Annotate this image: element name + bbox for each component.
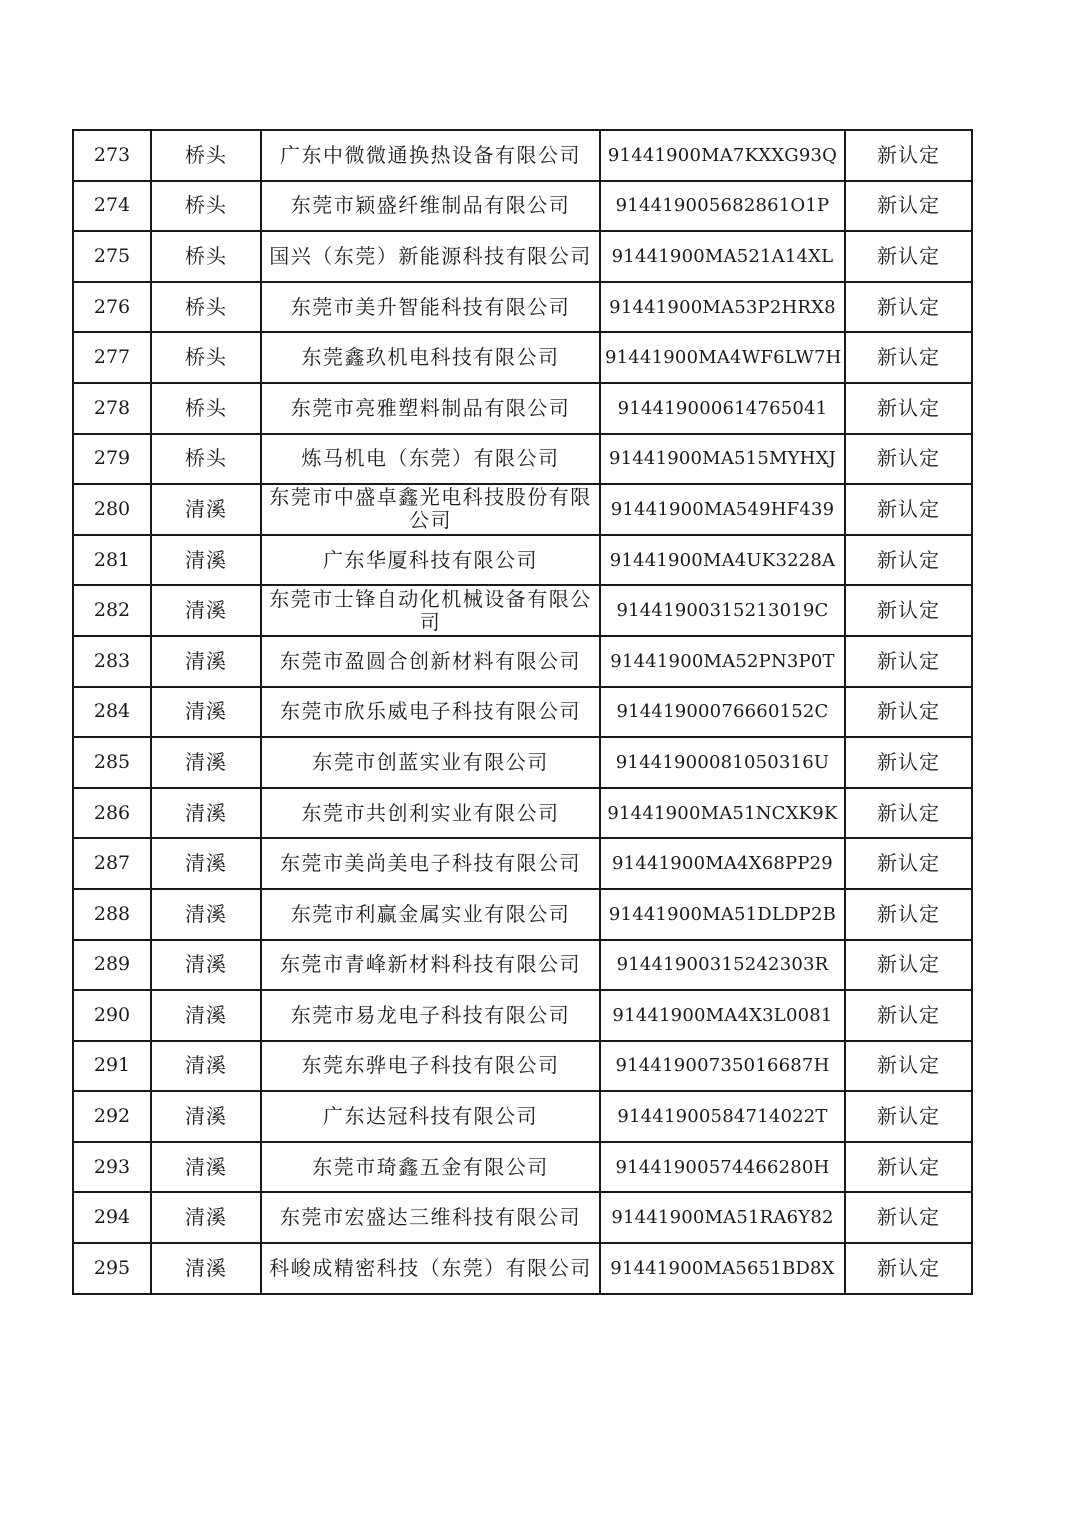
table-row <box>73 1142 972 1193</box>
table-row <box>73 737 972 788</box>
table-row <box>73 383 972 434</box>
status-cell: 新认定 <box>845 282 972 333</box>
table-row <box>73 687 972 738</box>
row-number-cell: 283 <box>73 636 151 687</box>
credit-code-cell: 91441900MA4UK3228A <box>600 535 845 586</box>
company-name-cell: 东莞市青峰新材料科技有限公司 <box>261 940 600 991</box>
row-number-cell: 289 <box>73 940 151 991</box>
company-name-cell: 科峻成精密科技（东莞）有限公司 <box>261 1243 600 1294</box>
row-number-cell: 292 <box>73 1091 151 1142</box>
credit-code-cell: 91441900MA521A14XL <box>600 231 845 282</box>
table-row <box>73 130 972 181</box>
table-row <box>73 484 972 535</box>
credit-code-cell: 91441900584714022T <box>600 1091 845 1142</box>
credit-code-cell: 914419005682861O1P <box>600 181 845 232</box>
status-cell: 新认定 <box>845 434 972 485</box>
town-cell: 清溪 <box>151 1041 261 1092</box>
status-cell: 新认定 <box>845 130 972 181</box>
row-number-cell: 275 <box>73 231 151 282</box>
town-cell: 清溪 <box>151 1243 261 1294</box>
status-cell: 新认定 <box>845 737 972 788</box>
town-cell: 清溪 <box>151 788 261 839</box>
row-number-cell: 293 <box>73 1142 151 1193</box>
status-cell: 新认定 <box>845 535 972 586</box>
status-cell: 新认定 <box>845 940 972 991</box>
town-cell: 清溪 <box>151 1192 261 1243</box>
company-name-cell: 东莞市中盛卓鑫光电科技股份有限公司 <box>261 484 600 535</box>
credit-code-cell: 91441900MA5651BD8X <box>600 1243 845 1294</box>
table-row <box>73 282 972 333</box>
status-cell: 新认定 <box>845 636 972 687</box>
credit-code-cell: 91441900MA51NCXK9K <box>600 788 845 839</box>
status-cell: 新认定 <box>845 1091 972 1142</box>
row-number-cell: 277 <box>73 332 151 383</box>
table-row <box>73 1192 972 1243</box>
town-cell: 清溪 <box>151 484 261 535</box>
company-name-cell: 东莞市宏盛达三维科技有限公司 <box>261 1192 600 1243</box>
table-body <box>73 130 972 1294</box>
status-cell: 新认定 <box>845 990 972 1041</box>
town-cell: 桥头 <box>151 282 261 333</box>
town-cell: 桥头 <box>151 383 261 434</box>
table-row <box>73 585 972 636</box>
credit-code-cell: 91441900MA4WF6LW7H <box>600 332 845 383</box>
row-number-cell: 291 <box>73 1041 151 1092</box>
credit-code-cell: 91441900MA515MYHXJ <box>600 434 845 485</box>
credit-code-cell: 914419000614765041 <box>600 383 845 434</box>
status-cell: 新认定 <box>845 687 972 738</box>
company-name-cell: 东莞市美尚美电子科技有限公司 <box>261 838 600 889</box>
row-number-cell: 273 <box>73 130 151 181</box>
row-number-cell: 287 <box>73 838 151 889</box>
table-row <box>73 181 972 232</box>
row-number-cell: 286 <box>73 788 151 839</box>
status-cell: 新认定 <box>845 1041 972 1092</box>
town-cell: 清溪 <box>151 687 261 738</box>
credit-code-cell: 91441900081050316U <box>600 737 845 788</box>
town-cell: 清溪 <box>151 889 261 940</box>
row-number-cell: 280 <box>73 484 151 535</box>
company-name-cell: 东莞市琦鑫五金有限公司 <box>261 1142 600 1193</box>
row-number-cell: 288 <box>73 889 151 940</box>
town-cell: 清溪 <box>151 585 261 636</box>
town-cell: 清溪 <box>151 535 261 586</box>
town-cell: 清溪 <box>151 1091 261 1142</box>
credit-code-cell: 91441900735016687H <box>600 1041 845 1092</box>
company-name-cell: 东莞市亮雅塑料制品有限公司 <box>261 383 600 434</box>
town-cell: 桥头 <box>151 181 261 232</box>
row-number-cell: 276 <box>73 282 151 333</box>
credit-code-cell: 91441900MA51DLDP2B <box>600 889 845 940</box>
company-name-cell: 东莞东骅电子科技有限公司 <box>261 1041 600 1092</box>
status-cell: 新认定 <box>845 1192 972 1243</box>
table-row <box>73 231 972 282</box>
row-number-cell: 282 <box>73 585 151 636</box>
table-row <box>73 990 972 1041</box>
company-name-cell: 炼马机电（东莞）有限公司 <box>261 434 600 485</box>
credit-code-cell: 91441900MA4X68PP29 <box>600 838 845 889</box>
table-row <box>73 535 972 586</box>
row-number-cell: 294 <box>73 1192 151 1243</box>
status-cell: 新认定 <box>845 1142 972 1193</box>
table-row <box>73 636 972 687</box>
row-number-cell: 274 <box>73 181 151 232</box>
company-name-cell: 东莞市利赢金属实业有限公司 <box>261 889 600 940</box>
town-cell: 清溪 <box>151 1142 261 1193</box>
row-number-cell: 281 <box>73 535 151 586</box>
row-number-cell: 295 <box>73 1243 151 1294</box>
company-name-cell: 东莞市欣乐威电子科技有限公司 <box>261 687 600 738</box>
credit-code-cell: 91441900574466280H <box>600 1142 845 1193</box>
table-row <box>73 434 972 485</box>
town-cell: 桥头 <box>151 332 261 383</box>
credit-code-cell: 91441900MA549HF439 <box>600 484 845 535</box>
table-row <box>73 1041 972 1092</box>
enterprise-list-table <box>72 129 973 1295</box>
status-cell: 新认定 <box>845 1243 972 1294</box>
town-cell: 桥头 <box>151 231 261 282</box>
table-row <box>73 940 972 991</box>
town-cell: 清溪 <box>151 737 261 788</box>
status-cell: 新认定 <box>845 788 972 839</box>
table-row <box>73 332 972 383</box>
town-cell: 清溪 <box>151 990 261 1041</box>
credit-code-cell: 91441900MA51RA6Y82 <box>600 1192 845 1243</box>
status-cell: 新认定 <box>845 838 972 889</box>
status-cell: 新认定 <box>845 181 972 232</box>
town-cell: 清溪 <box>151 636 261 687</box>
row-number-cell: 279 <box>73 434 151 485</box>
credit-code-cell: 91441900MA52PN3P0T <box>600 636 845 687</box>
credit-code-cell: 91441900MA7KXXG93Q <box>600 130 845 181</box>
town-cell: 清溪 <box>151 940 261 991</box>
company-name-cell: 国兴（东莞）新能源科技有限公司 <box>261 231 600 282</box>
company-name-cell: 东莞市颖盛纤维制品有限公司 <box>261 181 600 232</box>
status-cell: 新认定 <box>845 332 972 383</box>
credit-code-cell: 91441900315242303R <box>600 940 845 991</box>
table-row <box>73 838 972 889</box>
table-row <box>73 1091 972 1142</box>
town-cell: 清溪 <box>151 838 261 889</box>
table-row <box>73 889 972 940</box>
row-number-cell: 284 <box>73 687 151 738</box>
company-name-cell: 广东华厦科技有限公司 <box>261 535 600 586</box>
company-name-cell: 东莞鑫玖机电科技有限公司 <box>261 332 600 383</box>
company-name-cell: 东莞市士锋自动化机械设备有限公司 <box>261 585 600 636</box>
table-row <box>73 1243 972 1294</box>
town-cell: 桥头 <box>151 130 261 181</box>
status-cell: 新认定 <box>845 585 972 636</box>
credit-code-cell: 91441900MA4X3L0081 <box>600 990 845 1041</box>
row-number-cell: 285 <box>73 737 151 788</box>
company-name-cell: 东莞市盈圆合创新材料有限公司 <box>261 636 600 687</box>
row-number-cell: 278 <box>73 383 151 434</box>
status-cell: 新认定 <box>845 383 972 434</box>
credit-code-cell: 91441900MA53P2HRX8 <box>600 282 845 333</box>
row-number-cell: 290 <box>73 990 151 1041</box>
credit-code-cell: 91441900315213019C <box>600 585 845 636</box>
credit-code-cell: 91441900076660152C <box>600 687 845 738</box>
company-name-cell: 广东中微微通换热设备有限公司 <box>261 130 600 181</box>
town-cell: 桥头 <box>151 434 261 485</box>
company-name-cell: 东莞市美升智能科技有限公司 <box>261 282 600 333</box>
company-name-cell: 广东达冠科技有限公司 <box>261 1091 600 1142</box>
company-name-cell: 东莞市创蓝实业有限公司 <box>261 737 600 788</box>
status-cell: 新认定 <box>845 484 972 535</box>
company-name-cell: 东莞市易龙电子科技有限公司 <box>261 990 600 1041</box>
status-cell: 新认定 <box>845 889 972 940</box>
table-row <box>73 788 972 839</box>
company-name-cell: 东莞市共创利实业有限公司 <box>261 788 600 839</box>
status-cell: 新认定 <box>845 231 972 282</box>
